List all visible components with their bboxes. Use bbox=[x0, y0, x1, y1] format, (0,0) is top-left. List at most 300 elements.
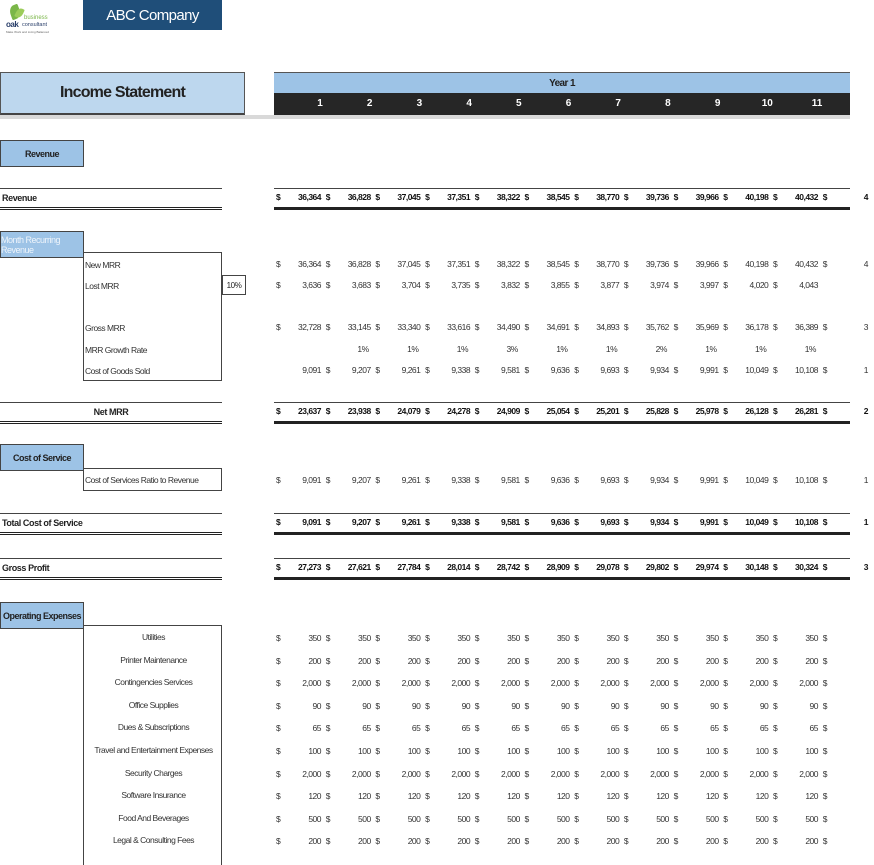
currency-symbol: $ bbox=[574, 475, 579, 485]
cell-value[interactable]: 2,000 bbox=[550, 768, 570, 779]
cell-value[interactable]: 1% bbox=[755, 344, 767, 354]
cell-value[interactable]: 37,351 bbox=[447, 192, 471, 202]
section-tag-revenue[interactable]: Revenue bbox=[0, 140, 84, 167]
opex-row[interactable] bbox=[274, 633, 850, 647]
row-label-mrr-growth[interactable]: MRR Growth Rate bbox=[85, 345, 147, 355]
cell-value[interactable]: 24,909 bbox=[496, 406, 520, 416]
cell-value[interactable]: 4 bbox=[863, 192, 868, 202]
cell-value[interactable]: 100 bbox=[606, 746, 620, 756]
opex-row[interactable] bbox=[274, 701, 850, 715]
cell-value[interactable]: 2% bbox=[655, 344, 667, 354]
cell-value[interactable]: 3,855 bbox=[550, 280, 570, 290]
cell-value[interactable]: 200 bbox=[556, 836, 570, 847]
cell-value[interactable]: 200 bbox=[507, 655, 520, 666]
opex-row[interactable] bbox=[274, 791, 850, 805]
currency-symbol: $ bbox=[574, 746, 579, 756]
opex-label[interactable]: Contingencies Services bbox=[114, 677, 193, 688]
currency-symbol: $ bbox=[325, 322, 330, 332]
cell-value[interactable]: 2,000 bbox=[351, 678, 371, 689]
cell-value[interactable]: 10,049 bbox=[745, 475, 769, 485]
cell-value[interactable]: 90 bbox=[561, 700, 570, 711]
cell-value[interactable]: 90 bbox=[759, 700, 769, 711]
cell-value[interactable]: 30,324 bbox=[795, 562, 818, 572]
cell-value[interactable]: 100 bbox=[407, 746, 421, 756]
cell-value[interactable]: 40,198 bbox=[745, 192, 769, 202]
cell-value[interactable]: 90 bbox=[610, 700, 620, 711]
cell-value[interactable]: 3,877 bbox=[600, 280, 620, 290]
cell-value[interactable]: 1 bbox=[863, 517, 868, 527]
cell-value[interactable]: 65 bbox=[710, 723, 719, 734]
cell-value[interactable]: 26,281 bbox=[795, 406, 818, 416]
cell-value[interactable]: 25,828 bbox=[645, 406, 669, 416]
cell-value[interactable]: 200 bbox=[507, 836, 520, 847]
opex-label[interactable]: Legal & Consulting Fees bbox=[112, 835, 195, 846]
month-header-7[interactable]: 7 bbox=[615, 98, 621, 109]
cell-value[interactable]: 65 bbox=[660, 723, 669, 734]
cell-value[interactable]: 90 bbox=[362, 700, 371, 711]
cell-value[interactable]: 200 bbox=[358, 655, 371, 666]
cell-value[interactable]: 120 bbox=[457, 791, 471, 802]
cell-value[interactable]: 100 bbox=[308, 746, 321, 756]
cell-value[interactable]: 38,322 bbox=[496, 259, 520, 269]
cell-value[interactable]: 10,108 bbox=[795, 475, 818, 485]
section-tag-opex[interactable]: Operating Expenses bbox=[0, 602, 84, 629]
cell-value[interactable]: 38,322 bbox=[496, 192, 520, 202]
cell-value[interactable]: 100 bbox=[507, 746, 520, 756]
cell-value[interactable]: 29,974 bbox=[695, 562, 719, 572]
cell-value[interactable]: 2,000 bbox=[650, 678, 669, 689]
cell-value[interactable]: 10,108 bbox=[795, 517, 818, 527]
cell-value[interactable]: 1% bbox=[556, 344, 568, 354]
cell-value[interactable]: 36,364 bbox=[298, 259, 321, 269]
cell-value[interactable]: 9,934 bbox=[650, 517, 669, 527]
cell-value[interactable]: 120 bbox=[407, 791, 421, 802]
currency-symbol: $ bbox=[574, 723, 579, 734]
cell-value[interactable]: 40,432 bbox=[795, 259, 818, 269]
cell-value[interactable]: 2,000 bbox=[799, 678, 818, 689]
cell-value[interactable]: 500 bbox=[656, 813, 669, 824]
cell-value[interactable]: 9,581 bbox=[501, 475, 520, 485]
cell-value[interactable]: 350 bbox=[407, 633, 421, 643]
opex-row[interactable] bbox=[274, 678, 850, 692]
cell-value[interactable]: 65 bbox=[809, 723, 818, 734]
cell-value[interactable]: 90 bbox=[312, 700, 321, 711]
cell-value[interactable]: 100 bbox=[556, 746, 570, 756]
cell-value[interactable]: 65 bbox=[461, 723, 471, 734]
cell-value[interactable]: 10,049 bbox=[745, 365, 769, 375]
cell-value[interactable]: 90 bbox=[511, 700, 520, 711]
cell-value[interactable]: 90 bbox=[710, 700, 719, 711]
cell-value[interactable]: 100 bbox=[755, 746, 769, 756]
month-header-3[interactable]: 3 bbox=[416, 98, 423, 109]
cell-value[interactable]: 120 bbox=[755, 791, 769, 802]
opex-row[interactable] bbox=[274, 836, 850, 850]
opex-label[interactable]: Security Charges bbox=[124, 767, 183, 778]
cell-value[interactable]: 9,693 bbox=[600, 475, 620, 485]
cell-value[interactable]: 9,693 bbox=[600, 517, 620, 527]
cell-value[interactable]: 200 bbox=[656, 655, 669, 666]
cell-value[interactable]: 200 bbox=[805, 655, 818, 666]
cell-value[interactable]: 350 bbox=[358, 633, 371, 643]
cell-value[interactable]: 200 bbox=[407, 655, 421, 666]
cell-value[interactable]: 33,340 bbox=[397, 322, 421, 332]
cell-value[interactable]: 33,145 bbox=[347, 322, 371, 332]
cell-value[interactable]: 200 bbox=[705, 655, 719, 666]
cell-value[interactable]: 200 bbox=[656, 836, 669, 847]
currency-symbol: $ bbox=[673, 791, 678, 802]
cell-value[interactable]: 350 bbox=[308, 633, 321, 643]
cell-value[interactable]: 1% bbox=[605, 344, 618, 354]
cell-value[interactable]: 65 bbox=[610, 723, 620, 734]
cell-value[interactable]: 3 bbox=[863, 322, 868, 332]
cell-value[interactable]: 2,000 bbox=[600, 678, 620, 689]
cell-value[interactable]: 3% bbox=[506, 344, 518, 354]
cell-value[interactable]: 27,273 bbox=[298, 562, 321, 572]
cell-value[interactable]: 120 bbox=[705, 791, 719, 802]
opex-label[interactable]: Utilities bbox=[142, 632, 165, 642]
month-header-8[interactable]: 8 bbox=[665, 98, 671, 109]
cell-value[interactable]: 9,207 bbox=[351, 475, 371, 485]
month-header-1[interactable]: 1 bbox=[317, 98, 323, 109]
section-tag-cost-of-service[interactable]: Cost of Service bbox=[0, 444, 84, 471]
row-label-lost-mrr[interactable]: Lost MRR bbox=[85, 281, 119, 291]
gross-profit-values[interactable] bbox=[274, 562, 868, 576]
opex-label[interactable]: Travel and Entertainment Expenses bbox=[94, 745, 213, 755]
opex-row[interactable] bbox=[274, 723, 850, 737]
month-header-4[interactable]: 4 bbox=[466, 98, 472, 109]
cell-value[interactable]: 120 bbox=[805, 791, 818, 802]
cell-value[interactable]: 120 bbox=[606, 791, 620, 802]
cell-value[interactable]: 200 bbox=[755, 836, 769, 847]
cell-value[interactable]: 120 bbox=[308, 791, 321, 802]
cell-value[interactable]: 200 bbox=[606, 655, 620, 666]
cell-value[interactable]: 2,000 bbox=[799, 768, 818, 779]
cell-value[interactable]: 2,000 bbox=[600, 768, 620, 779]
month-header-10[interactable]: 10 bbox=[761, 98, 773, 109]
cell-value[interactable]: 100 bbox=[656, 746, 669, 756]
cell-value[interactable]: 4,020 bbox=[749, 280, 769, 290]
cell-value[interactable]: 200 bbox=[457, 655, 471, 666]
gross-profit-label[interactable]: Gross Profit bbox=[0, 558, 222, 580]
cell-value[interactable]: 24,278 bbox=[447, 406, 471, 416]
cell-value[interactable]: 90 bbox=[411, 700, 421, 711]
cell-value[interactable]: 2,000 bbox=[451, 678, 471, 689]
cell-value[interactable]: 90 bbox=[809, 700, 818, 711]
cell-value[interactable]: 9,338 bbox=[451, 475, 471, 485]
cell-value[interactable]: 350 bbox=[556, 633, 570, 643]
cell-value[interactable]: 34,691 bbox=[546, 322, 570, 332]
cell-value[interactable]: 9,091 bbox=[302, 517, 321, 527]
cell-value[interactable]: 39,966 bbox=[695, 259, 719, 269]
cell-value[interactable]: 27,784 bbox=[397, 562, 421, 572]
cell-value[interactable]: 65 bbox=[362, 723, 371, 734]
cogs-values[interactable] bbox=[274, 365, 868, 379]
cell-value[interactable]: 38,770 bbox=[596, 192, 620, 202]
cell-value[interactable]: 26,128 bbox=[745, 406, 769, 416]
cell-value[interactable]: 33,616 bbox=[447, 322, 471, 332]
opex-row[interactable] bbox=[274, 814, 850, 828]
cell-value[interactable]: 350 bbox=[507, 633, 520, 643]
cell-value[interactable]: 65 bbox=[511, 723, 520, 734]
cell-value[interactable]: 37,351 bbox=[447, 259, 471, 269]
cell-value[interactable]: 2 bbox=[863, 406, 868, 416]
net-mrr-label[interactable]: Net MRR bbox=[0, 402, 222, 424]
cell-value[interactable]: 9,207 bbox=[351, 365, 371, 375]
currency-symbol: $ bbox=[623, 746, 629, 756]
currency-symbol: $ bbox=[325, 562, 330, 572]
cell-value[interactable]: 500 bbox=[358, 813, 371, 824]
cell-value[interactable]: 65 bbox=[759, 723, 769, 734]
cell-value[interactable]: 9,091 bbox=[302, 365, 321, 375]
cell-value[interactable]: 1% bbox=[407, 344, 419, 354]
cell-value[interactable]: 500 bbox=[507, 813, 520, 824]
cell-value[interactable]: 39,736 bbox=[645, 192, 669, 202]
cell-value[interactable]: 9,581 bbox=[501, 517, 520, 527]
opex-row[interactable] bbox=[274, 746, 850, 760]
cell-value[interactable]: 23,637 bbox=[298, 406, 321, 416]
cell-value[interactable]: 500 bbox=[755, 813, 769, 824]
cell-value[interactable]: 23,938 bbox=[347, 406, 371, 416]
cell-value[interactable]: 2,000 bbox=[351, 768, 371, 779]
cell-value[interactable]: 1% bbox=[804, 344, 816, 354]
revenue-total-values[interactable] bbox=[274, 192, 868, 206]
cell-value[interactable]: 200 bbox=[755, 655, 769, 666]
cell-value[interactable]: 36,389 bbox=[795, 322, 818, 332]
opex-label[interactable]: Food And Beverages bbox=[118, 812, 189, 823]
cell-value[interactable]: 65 bbox=[561, 723, 570, 734]
opex-row[interactable] bbox=[274, 656, 850, 670]
cell-value[interactable]: 35,969 bbox=[695, 322, 719, 332]
cell-value[interactable]: 9,991 bbox=[699, 475, 719, 485]
cell-value[interactable]: 4,043 bbox=[799, 280, 818, 290]
cell-value[interactable]: 9,207 bbox=[351, 517, 371, 527]
cell-value[interactable]: 200 bbox=[805, 836, 818, 847]
cell-value[interactable]: 3,683 bbox=[351, 280, 371, 290]
cell-value[interactable]: 9,338 bbox=[451, 517, 471, 527]
cell-value[interactable]: 28,909 bbox=[546, 562, 570, 572]
row-label-new-mrr[interactable]: New MRR bbox=[85, 260, 121, 270]
cell-value[interactable]: 200 bbox=[358, 836, 371, 847]
month-header-5[interactable]: 5 bbox=[516, 98, 522, 109]
cell-value[interactable]: 9,636 bbox=[550, 517, 570, 527]
gross-mrr-values[interactable] bbox=[274, 322, 868, 336]
cell-value[interactable]: 37,045 bbox=[397, 259, 421, 269]
year-header-cell[interactable]: Year 1 bbox=[274, 72, 850, 93]
cell-value[interactable]: 120 bbox=[507, 791, 520, 802]
cell-value[interactable]: 34,490 bbox=[496, 322, 520, 332]
cell-value[interactable]: 1 bbox=[863, 475, 868, 485]
cell-value[interactable]: 200 bbox=[407, 836, 421, 847]
cell-value[interactable]: 32,728 bbox=[298, 322, 321, 332]
row-label-gross-mrr[interactable]: Gross MRR bbox=[85, 323, 125, 333]
currency-symbol: $ bbox=[276, 700, 281, 711]
cell-value[interactable]: 36,828 bbox=[347, 259, 371, 269]
cell-value[interactable]: 4 bbox=[863, 259, 868, 269]
new-mrr-values[interactable] bbox=[274, 259, 868, 273]
currency-symbol: $ bbox=[773, 768, 778, 779]
cell-value[interactable]: 3,735 bbox=[451, 280, 471, 290]
cell-value[interactable]: 2,000 bbox=[749, 678, 769, 689]
row-label-cos-ratio[interactable]: Cost of Services Ratio to Revenue bbox=[85, 475, 199, 485]
cell-value[interactable]: 9,261 bbox=[401, 517, 421, 527]
revenue-total-label[interactable]: Revenue bbox=[0, 188, 222, 210]
cell-value[interactable]: 25,054 bbox=[546, 406, 570, 416]
cell-value[interactable]: 2,000 bbox=[451, 768, 471, 779]
cell-value[interactable]: 500 bbox=[805, 813, 818, 824]
cell-value[interactable]: 2,000 bbox=[401, 678, 421, 689]
cell-value[interactable]: 1% bbox=[705, 344, 717, 354]
month-header-9[interactable]: 9 bbox=[714, 98, 721, 109]
cell-value[interactable]: 29,078 bbox=[596, 562, 620, 572]
cell-value[interactable]: 500 bbox=[556, 813, 570, 824]
cell-value[interactable]: 350 bbox=[606, 633, 620, 643]
cell-value[interactable]: 39,736 bbox=[645, 259, 669, 269]
cell-value[interactable]: 3,974 bbox=[650, 280, 669, 290]
cell-value[interactable]: 350 bbox=[805, 633, 818, 643]
cell-value[interactable]: 65 bbox=[411, 723, 421, 734]
cell-value[interactable]: 28,014 bbox=[447, 562, 471, 572]
cell-value[interactable]: 25,201 bbox=[596, 406, 620, 416]
currency-symbol: $ bbox=[325, 836, 330, 847]
cell-value[interactable]: 350 bbox=[656, 633, 669, 643]
cell-value[interactable]: 350 bbox=[705, 633, 719, 643]
cell-value[interactable]: 3,636 bbox=[302, 280, 321, 290]
currency-symbol: $ bbox=[723, 678, 728, 689]
cell-value[interactable]: 2,000 bbox=[550, 678, 570, 689]
sheet-title-cell[interactable]: Income Statement bbox=[0, 72, 245, 115]
cell-value[interactable]: 9,636 bbox=[550, 475, 570, 485]
cell-value[interactable]: 500 bbox=[606, 813, 620, 824]
cell-value[interactable]: 200 bbox=[606, 836, 620, 847]
cell-value[interactable]: 3,997 bbox=[699, 280, 719, 290]
cell-value[interactable]: 38,770 bbox=[596, 259, 620, 269]
cell-value[interactable]: 200 bbox=[556, 655, 570, 666]
total-cos-values[interactable] bbox=[274, 517, 868, 531]
cell-value[interactable]: 200 bbox=[308, 836, 321, 847]
cell-value[interactable]: 10,108 bbox=[795, 365, 818, 375]
cell-value[interactable]: 100 bbox=[705, 746, 719, 756]
cell-value[interactable]: 65 bbox=[312, 723, 321, 734]
row-label-cogs[interactable]: Cost of Goods Sold bbox=[85, 366, 150, 376]
opex-label[interactable]: Office Supplies bbox=[128, 699, 179, 710]
lost-mrr-rate-input[interactable]: 10% bbox=[222, 275, 246, 295]
cell-value[interactable]: 39,966 bbox=[695, 192, 719, 202]
cell-value[interactable]: 38,545 bbox=[546, 259, 570, 269]
cell-value[interactable]: 100 bbox=[805, 746, 818, 756]
cell-value[interactable]: 9,636 bbox=[550, 365, 570, 375]
cell-value[interactable]: 1% bbox=[456, 344, 469, 354]
cell-value[interactable]: 500 bbox=[457, 813, 471, 824]
cell-value[interactable]: 90 bbox=[461, 700, 471, 711]
currency-symbol: $ bbox=[524, 836, 529, 847]
cell-value[interactable]: 9,934 bbox=[650, 475, 669, 485]
cell-value[interactable]: 9,991 bbox=[699, 365, 719, 375]
cell-value[interactable]: 37,045 bbox=[397, 192, 421, 202]
cell-value[interactable]: 2,000 bbox=[501, 678, 520, 689]
cell-value[interactable]: 9,934 bbox=[650, 365, 669, 375]
currency-symbol: $ bbox=[623, 322, 629, 332]
cell-value[interactable]: 3 bbox=[863, 562, 868, 572]
cell-value[interactable]: 9,693 bbox=[600, 365, 620, 375]
cell-value[interactable]: 35,762 bbox=[645, 322, 669, 332]
cell-value[interactable]: 40,432 bbox=[795, 192, 818, 202]
cell-value[interactable]: 100 bbox=[457, 746, 471, 756]
cell-value[interactable]: 9,338 bbox=[451, 365, 471, 375]
opex-label[interactable]: Dues & Subscriptions bbox=[117, 722, 190, 733]
opex-label[interactable]: Software Insurance bbox=[121, 790, 186, 801]
cell-value[interactable]: 36,178 bbox=[745, 322, 769, 332]
cos-ratio-values[interactable] bbox=[274, 475, 868, 489]
cell-value[interactable]: 2,000 bbox=[749, 768, 769, 779]
cell-value[interactable]: 2,000 bbox=[501, 768, 520, 779]
cell-value[interactable]: 3,832 bbox=[501, 280, 520, 290]
cell-value[interactable]: 1% bbox=[357, 344, 369, 354]
cell-value[interactable]: 500 bbox=[308, 813, 321, 824]
cell-value[interactable]: 120 bbox=[556, 791, 570, 802]
cell-value[interactable]: 28,742 bbox=[496, 562, 520, 572]
month-header-2[interactable]: 2 bbox=[366, 98, 373, 109]
cell-value[interactable]: 40,198 bbox=[745, 259, 769, 269]
cell-value[interactable]: 350 bbox=[457, 633, 471, 643]
cell-value[interactable]: 1 bbox=[863, 365, 868, 375]
cell-value[interactable]: 500 bbox=[705, 813, 719, 824]
total-cos-label[interactable]: Total Cost of Service bbox=[0, 513, 222, 535]
cell-value[interactable]: 9,581 bbox=[501, 365, 520, 375]
cell-value[interactable]: 34,893 bbox=[596, 322, 620, 332]
cell-value[interactable]: 3,704 bbox=[401, 280, 421, 290]
cell-value[interactable]: 200 bbox=[705, 836, 719, 847]
cell-value[interactable]: 24,079 bbox=[397, 406, 421, 416]
cell-value[interactable]: 350 bbox=[755, 633, 769, 643]
month-header-6[interactable]: 6 bbox=[565, 98, 572, 109]
cell-value[interactable]: 120 bbox=[656, 791, 669, 802]
cell-value[interactable]: 27,621 bbox=[347, 562, 371, 572]
cell-value[interactable]: 2,000 bbox=[650, 768, 669, 779]
cell-value[interactable]: 2,000 bbox=[302, 768, 321, 779]
cell-value[interactable]: 36,828 bbox=[347, 192, 371, 202]
cell-value[interactable]: 30,148 bbox=[745, 562, 769, 572]
cell-value[interactable]: 9,991 bbox=[699, 517, 719, 527]
section-tag-mrr[interactable]: Month Recurring Revenue bbox=[0, 231, 84, 258]
cell-value[interactable]: 29,802 bbox=[645, 562, 669, 572]
cell-value[interactable]: 25,978 bbox=[695, 406, 719, 416]
lost-mrr-values[interactable] bbox=[274, 280, 850, 294]
cell-value[interactable]: 90 bbox=[660, 700, 669, 711]
cell-value[interactable]: 10,049 bbox=[745, 517, 769, 527]
month-header-11[interactable]: 11 bbox=[811, 98, 823, 109]
cell-value[interactable]: 9,261 bbox=[401, 365, 421, 375]
cell-value[interactable]: 100 bbox=[358, 746, 371, 756]
cell-value[interactable]: 38,545 bbox=[546, 192, 570, 202]
cell-value[interactable]: 200 bbox=[457, 836, 471, 847]
cell-value[interactable]: 2,000 bbox=[699, 768, 719, 779]
cell-value[interactable]: 500 bbox=[407, 813, 421, 824]
opex-row[interactable] bbox=[274, 769, 850, 783]
net-mrr-values[interactable] bbox=[274, 406, 868, 420]
cell-value[interactable]: 9,091 bbox=[302, 475, 321, 485]
opex-label[interactable]: Printer Maintenance bbox=[120, 654, 187, 665]
currency-symbol: $ bbox=[574, 813, 579, 824]
cell-value[interactable]: 9,261 bbox=[401, 475, 421, 485]
cell-value[interactable]: 2,000 bbox=[699, 678, 719, 689]
cell-value[interactable]: 36,364 bbox=[298, 192, 321, 202]
company-name-cell[interactable]: ABC Company bbox=[83, 0, 222, 30]
cell-value[interactable]: 120 bbox=[358, 791, 371, 802]
cell-value[interactable]: 2,000 bbox=[302, 678, 321, 689]
mrr-growth-values[interactable] bbox=[274, 344, 850, 358]
cell-value[interactable]: 200 bbox=[308, 655, 321, 666]
cell-value[interactable]: 2,000 bbox=[401, 768, 421, 779]
